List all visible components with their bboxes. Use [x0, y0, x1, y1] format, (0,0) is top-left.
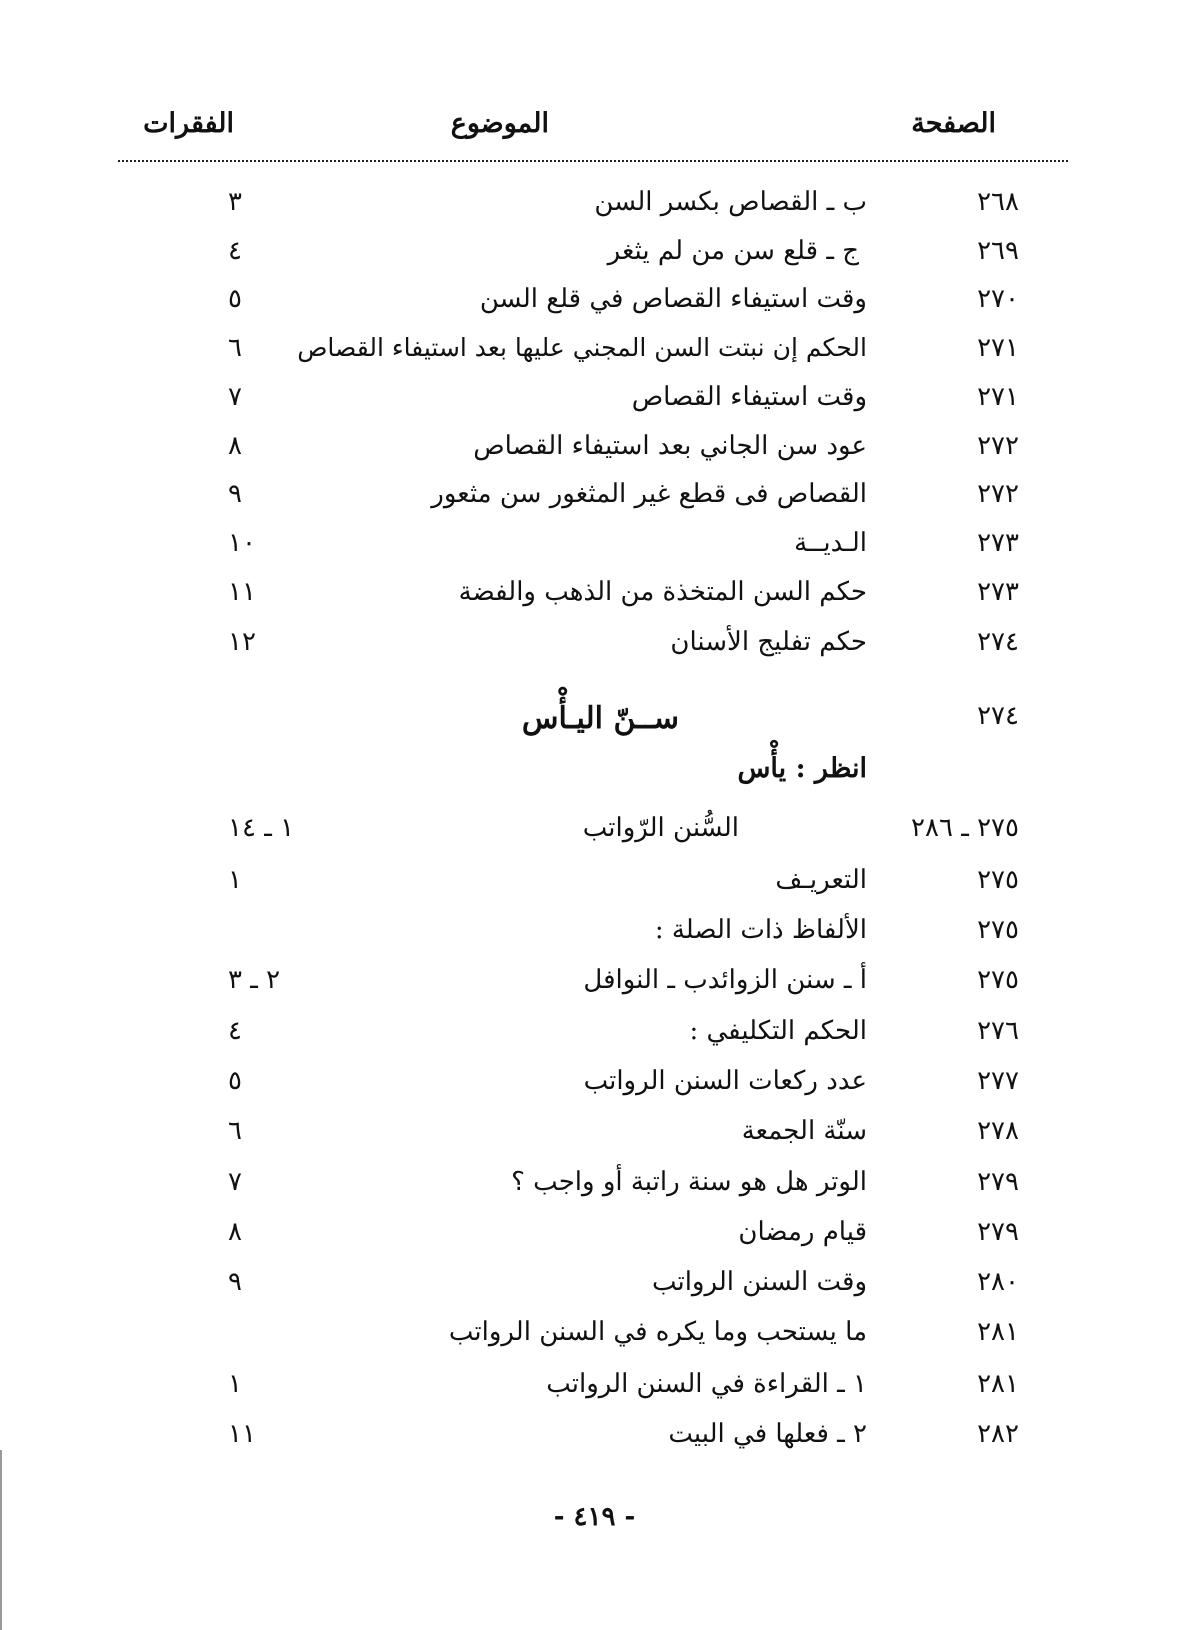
page-number: ٢٦٩ [977, 236, 1019, 266]
table-row [0, 626, 1189, 676]
table-row [0, 1015, 1189, 1065]
table-row [0, 430, 1189, 480]
table-row [0, 964, 1189, 1014]
cross-reference-row [0, 752, 1189, 802]
page-number: ٢٨٠ [977, 1267, 1019, 1297]
page-number: ٢٧٩ [977, 1167, 1019, 1197]
paragraph-ref: ٨ [228, 431, 242, 461]
table-header [0, 108, 1189, 158]
table-row [0, 332, 1189, 382]
paragraph-ref: ٧ [228, 1167, 242, 1197]
page-number: ٢٧٢ [977, 479, 1019, 509]
topic-text: الألفاظ ذات الصلة : [654, 915, 867, 945]
paragraph-ref: ٦ [228, 1116, 242, 1146]
table-row [0, 1065, 1189, 1115]
paragraph-ref: ٥ [228, 1066, 242, 1096]
topic-text: ما يستحب وما يكره في السنن الرواتب [448, 1317, 867, 1347]
page-number: ٢٧٥ ـ ٢٨٦ [911, 813, 1019, 843]
page-number: ٢٧٦ [977, 1016, 1019, 1046]
topic-text: الحكم إن نبتت السن المجني عليها بعد استيفاء القصاص [297, 333, 867, 362]
table-row [0, 1418, 1189, 1468]
table-row [0, 1216, 1189, 1266]
table-row [0, 1115, 1189, 1165]
paragraph-ref: ٩ [228, 1267, 242, 1297]
topic-text: حكم تفليج الأسنان [670, 627, 867, 657]
topic-text: حكم السن المتخذة من الذهب والفضة [458, 577, 867, 607]
topic-text: وقت استيفاء القصاص في قلع السن [479, 284, 867, 314]
table-row [0, 576, 1189, 626]
page-number: ٢٧٠ [977, 284, 1019, 314]
topic-text: ٢ ـ فعلها في البيت [668, 1419, 867, 1449]
paragraphs-column-header: الفقرات [143, 108, 234, 139]
topic-text: الـديــة [794, 528, 867, 558]
page-number: ٢٧٢ [977, 431, 1019, 461]
topic-text: الحكم التكليفي : [689, 1016, 867, 1046]
table-row [0, 186, 1189, 236]
topic-part-a: أ ـ سنن الزوائد [707, 965, 867, 995]
topic-text: التعريـف [775, 865, 867, 895]
paragraph-ref: ٦ [228, 333, 242, 363]
page-number: ٢٨١ [977, 1369, 1019, 1399]
topic-text: القصاص فى قطع غير المثغور سن مثعور [431, 479, 867, 509]
page-number: ٢٧٩ [977, 1217, 1019, 1247]
topic-text: ١ ـ القراءة في السنن الرواتب [546, 1369, 867, 1399]
page-number: ٢٧٣ [977, 528, 1019, 558]
topic-column-header: الموضوع [450, 108, 549, 139]
page-number: ٢٦٨ [977, 187, 1019, 217]
page-number-footer: - ٤١٩ - [553, 1502, 636, 1532]
paragraph-ref: ٧ [228, 382, 242, 412]
header-divider [118, 160, 1068, 162]
section-heading-row [0, 812, 1189, 862]
table-row [0, 478, 1189, 528]
topic-text: سنّة الجمعة [741, 1116, 867, 1146]
table-row [0, 1166, 1189, 1216]
paragraph-ref: ٤ [228, 236, 242, 266]
page-number: ٢٧١ [977, 382, 1019, 412]
section-title: السُّنن الرّواتب [582, 813, 739, 843]
paragraph-ref: ١ [228, 865, 242, 895]
page-number: ٢٧٥ [977, 965, 1019, 995]
page-number: ٢٧٤ [977, 627, 1019, 657]
table-row [0, 914, 1189, 964]
topic-part-b: ب ـ النوافل [583, 965, 708, 995]
topic-text: ج ـ قلع سن من لم يثغر [607, 236, 859, 266]
page-number: ٢٨١ [977, 1317, 1019, 1347]
page-column-header: الصفحة [911, 108, 996, 139]
topic-text: الوتر هل هو سنة راتبة أو واجب ؟ [511, 1167, 867, 1197]
section-heading-row [0, 700, 1189, 750]
paragraph-ref: ٢ ـ ٣ [228, 965, 281, 995]
page-edge [0, 1450, 2, 1630]
cross-reference-text: انظر : يأْس [737, 753, 867, 784]
table-row [0, 381, 1189, 431]
page-number: ٢٧٨ [977, 1116, 1019, 1146]
table-row [0, 235, 1189, 285]
topic-text: قيام رمضان [738, 1217, 867, 1247]
page-number: ٢٨٢ [977, 1419, 1019, 1449]
paragraph-ref: ٣ [228, 187, 242, 217]
paragraph-ref: ١ [228, 1369, 242, 1399]
page-number: ٢٧٥ [977, 915, 1019, 945]
table-row [0, 864, 1189, 914]
paragraph-ref: ١٠ [228, 528, 256, 558]
page-number: ٢٧٤ [977, 701, 1019, 731]
table-row [0, 1368, 1189, 1418]
page-number: ٢٧٣ [977, 577, 1019, 607]
paragraph-ref: ١ ـ ١٤ [228, 813, 295, 843]
page-number: ٢٧٧ [977, 1066, 1019, 1096]
table-row [0, 283, 1189, 333]
paragraph-ref: ١١ [228, 577, 256, 607]
topic-text: وقت السنن الرواتب [651, 1267, 867, 1297]
paragraph-ref: ١٢ [228, 627, 256, 657]
topic-text: وقت استيفاء القصاص [631, 382, 867, 412]
topic-text: عدد ركعات السنن الرواتب [583, 1066, 867, 1096]
page-number: ٢٧٥ [977, 865, 1019, 895]
topic-text [583, 964, 867, 997]
table-row [0, 1266, 1189, 1316]
paragraph-ref: ١١ [228, 1419, 256, 1449]
paragraph-ref: ٩ [228, 479, 242, 509]
table-row [0, 1316, 1189, 1366]
topic-text: عود سن الجاني بعد استيفاء القصاص [473, 431, 867, 461]
paragraph-ref: ٤ [228, 1016, 242, 1046]
table-row [0, 527, 1189, 577]
paragraph-ref: ٥ [228, 284, 242, 314]
page-number: ٢٧١ [977, 333, 1019, 363]
topic-text: ب ـ القصاص بكسر السن [594, 187, 867, 217]
paragraph-ref: ٨ [228, 1217, 242, 1247]
section-title: ســنّ اليـأْس [521, 701, 679, 736]
